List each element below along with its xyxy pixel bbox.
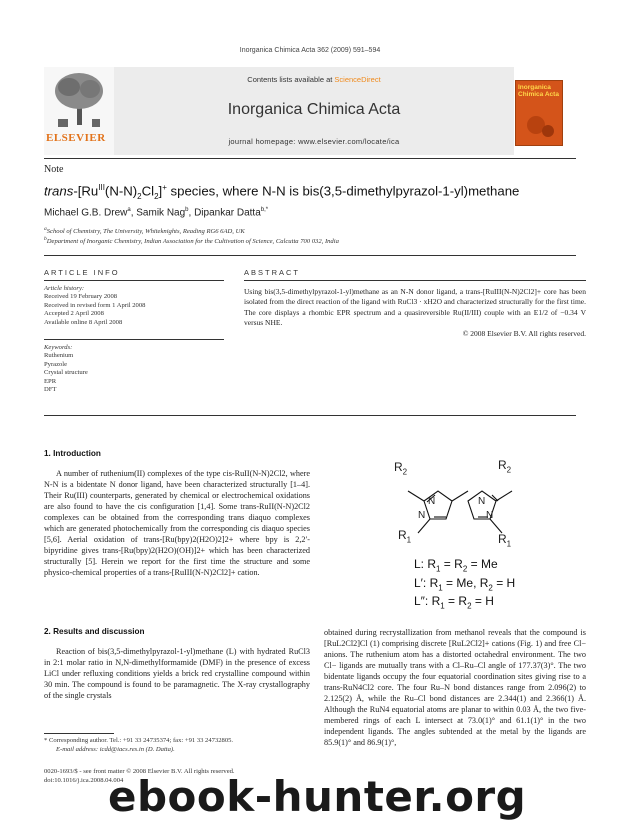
elsevier-wordmark: ELSEVIER (46, 132, 106, 144)
received-date: Received 19 February 2008 (44, 293, 118, 301)
legend-line-Ldoubleprime: L″: $R_1 = R_2 = H$ (414, 594, 494, 611)
keywords-label: Keywords: (44, 344, 73, 351)
keyword: Ruthenium (44, 352, 74, 360)
doi-line[interactable]: doi:10.1016/j.ica.2008.04.004 (44, 777, 124, 784)
keywords-block (44, 344, 224, 394)
keyword: Crystal structure (44, 369, 88, 377)
history-label: Article history: (44, 285, 85, 292)
legend-line-Lprime: L′: $R_1 = Me$, $R_2 = H$ (414, 576, 516, 593)
corresponding-author-note: * Corresponding author. Tel.: +91 33 24735374; fax: +91 33 24732805. (44, 737, 234, 744)
results-paragraph-continued: obtained during recrystallization from methanol reveals that the compound is [RuL2Cl2]Cl (1) comprising discrete [RuL2Cl2]+ cations (Fig. 1) and free Cl− anions. The ruthenium atom has a distorted octahedral environment. The two Cl− ligands are mutually trans with a Cl–Ru–Cl angle of 177.37(3)°. The two bidentate ligands occupy the four equatorial coordination sites giving rise to a trans-RuN4Cl2 core. The four Ru–N bond distances range from 2.096(2) to 2.125(2) Å, while the Ru–Cl bond distances are 2.344(1) and 2.366(1) Å. Although the RuN4 equatorial atoms are planar to within 0.03 Å, the two five-membered rings of each L intersect at 73.0(1)° and 61.1(1)° in the two independent ligands. The angles subtended at the metal by the ligands are 85.9(1)° and 86.9(1)°, (324, 628, 586, 747)
keyword: DFT (44, 386, 57, 394)
journal-reference: Inorganica Chimica Acta 362 (2009) 591–594 (239, 47, 381, 54)
keywords-rule (44, 339, 224, 340)
watermark-text: ebook-hunter.org (108, 772, 527, 821)
n-atom-label: N (486, 510, 494, 521)
article-type: Note (44, 164, 64, 175)
abstract-copyright: © 2008 Elsevier B.V. All rights reserved. (462, 329, 586, 338)
abstract-rule (244, 280, 586, 281)
journal-homepage[interactable]: journal homepage: www.elsevier.com/locate/ica (228, 137, 400, 146)
abstract-label: ABSTRACT (244, 268, 301, 277)
r2-right-label: $R_2$ (498, 458, 512, 475)
contents-line (114, 75, 514, 84)
intro-paragraph: A number of ruthenium(II) complexes of the type cis-RuII(N-N)2Cl2, where N-N is a bidentate N donor ligand, have been characterized structurally [1–4]. Their Ru(III) counterparts, generated by chemical or electrochemical oxidations are also found to have the cis configuration [1,4]. Some trans-RuII(N-N)2Cl2 complexes can be obtained from the corresponding trans diaquo complexes which are generated photochemically from the corresponding cis diaquo species [5,6]. Aerial oxidation of trans-[Ru(bpy)2(H2O)2]2+ where bpy is 2,2′-bipyridine gives trans-[Ru(bpy)2(H2O)(OH)]2+ which has been characterized structurally [5]. Herein we report for the first time the structure and some physico-chemical properties of a trans-[RuIII(N-N)2Cl2]+ cation. (44, 469, 310, 577)
email-note[interactable]: E-mail address: icdd@iacs.res.in (D. Datta). (56, 746, 175, 753)
accepted-date: Accepted 2 April 2008 (44, 310, 104, 318)
r1-left-label: $R_1$ (398, 528, 412, 545)
n-atom-label: N (418, 510, 426, 521)
affiliation-a: $^a$School of Chemistry, The University, Whiteknights, Reading RG6 6AD, UK (44, 226, 245, 236)
author-list: Michael G.B. Drew$^a$, Samik Nag$^b$, Dipankar Datta$^{b,*}$ (44, 207, 269, 219)
journal-cover-image (515, 80, 563, 146)
article-history (44, 285, 224, 327)
results-heading: 2. Results and discussion (44, 627, 145, 636)
n-atom-label: N (428, 496, 436, 507)
article-info-label: ARTICLE INFO (44, 268, 120, 277)
title-rule (44, 255, 576, 256)
article-info-rule (44, 280, 224, 281)
abstract-end-rule (44, 415, 576, 416)
r2-left-label: $R_2$ (394, 460, 408, 477)
footnote-rule (44, 733, 114, 734)
sciencedirect-link[interactable]: ScienceDirect (334, 75, 381, 84)
journal-title: Inorganica Chimica Acta (227, 101, 401, 118)
abstract-text: Using bis(3,5-dimethylpyrazol-1-yl)methane as an N-N donor ligand, a trans-[RuIII(N-N)2Cl2]+ core has been isolated from the direct reaction of the ligand with RuCl3 · xH2O and characterized structurally for the first time. The core displays a rhombic EPR spectrum and a quasireversible Ru(II/III) couple with an E1/2 of −0.34 V versus NHE. (244, 287, 586, 328)
article-title: trans-$[Ru^{III}(N-N)_2Cl_2]^+$ species, where N-N is bis(3,5-dimethylpyrazol-1-yl)methane (44, 183, 520, 202)
keyword: EPR (44, 377, 57, 385)
n-atom-label: N (478, 496, 486, 507)
revised-date: Received in revised form 1 April 2008 (44, 301, 146, 309)
online-date: Available online 8 April 2008 (44, 318, 123, 326)
cover-title: Inorganica Chimica Acta (518, 84, 559, 98)
affiliation-b: $^b$Department of Inorganic Chemistry, Indian Association for the Cultivation of Science, Calcutta 700 032, India (44, 236, 339, 246)
legend-line-L: L: $R_1 = R_2 = Me$ (414, 557, 498, 574)
keyword: Pyrazole (44, 360, 68, 368)
intro-heading: 1. Introduction (44, 449, 101, 458)
issn-line: 0020-1693/$ - see front matter © 2008 Elsevier B.V. All rights reserved. (44, 768, 235, 775)
results-paragraph: Reaction of bis(3,5-dimethylpyrazol-1-yl)methane (L) with hydrated RuCl3 in 2:1 molar ratio in N,N-dimethylformamide (DMF) in the presence of excess LiCl under refluxing conditions yields a brick red crystalline compound within 30 min. The compound is found to be paramagnetic. The X-ray crystallography of the single crystals (44, 647, 310, 700)
r1-right-label: $R_1$ (498, 532, 512, 549)
contents-prefix: Contents lists available at (247, 75, 335, 84)
header-rule (44, 158, 576, 159)
